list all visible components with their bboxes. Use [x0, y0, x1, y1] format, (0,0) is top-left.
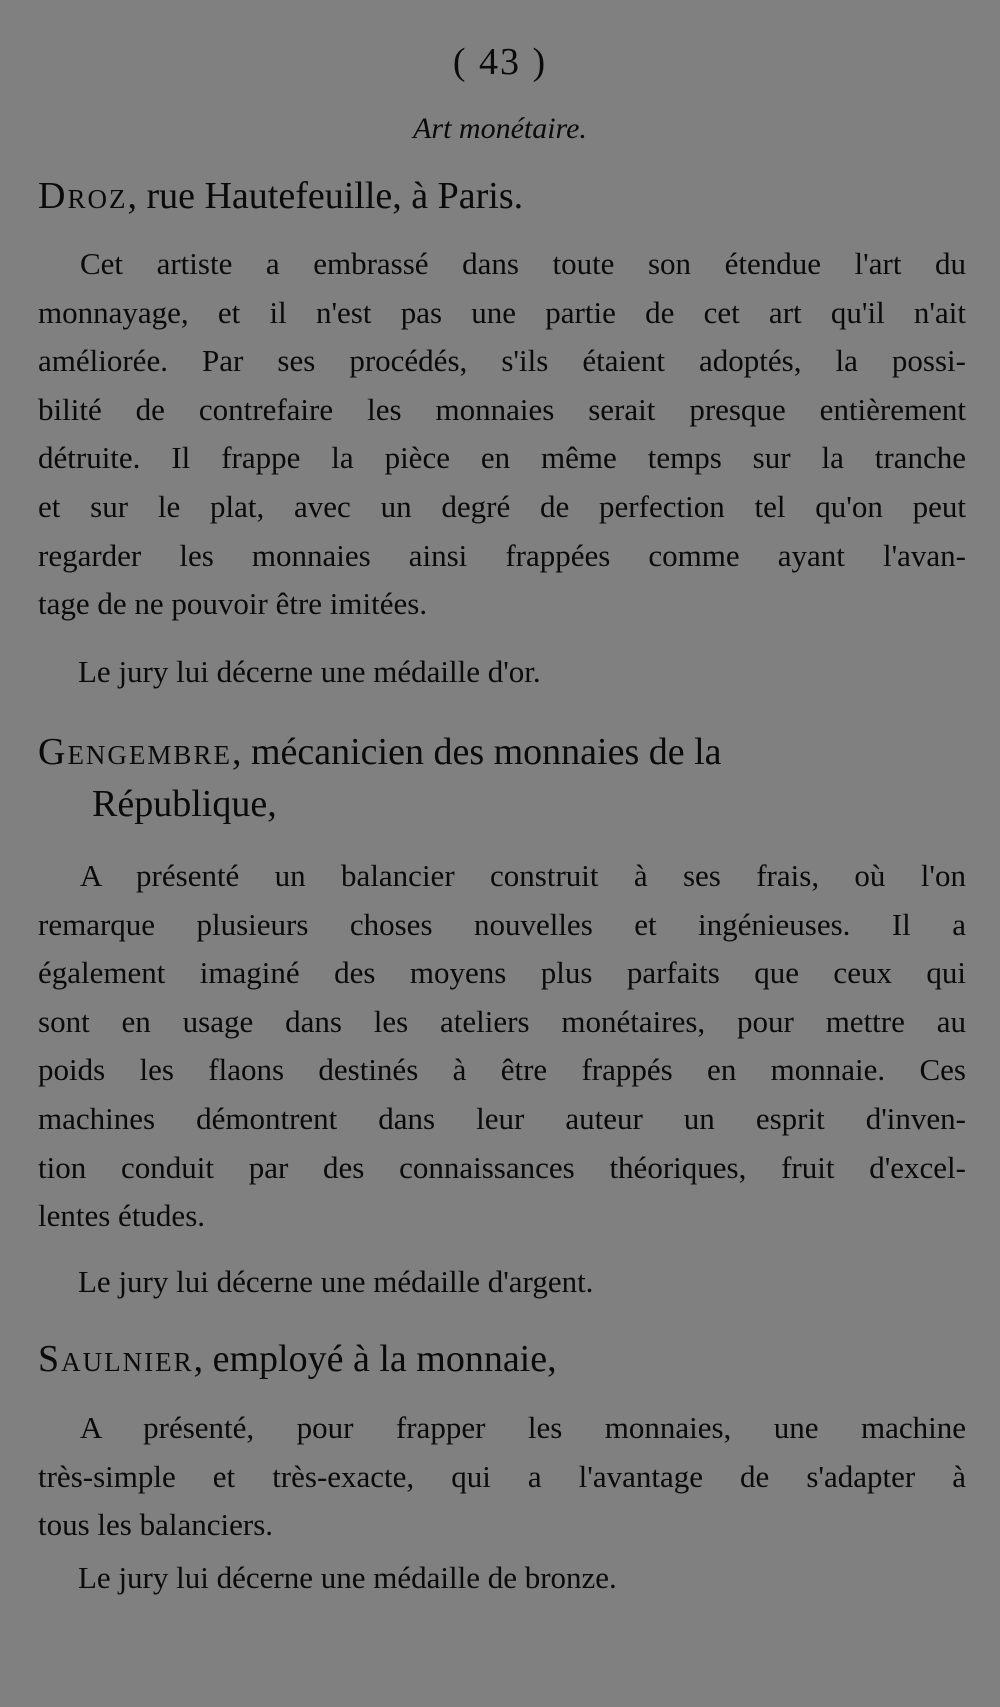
section-heading: Art monétaire. [413, 112, 587, 145]
body-line: poids les flaons destinés à être frappés en monnaie. Ces [38, 1052, 966, 1088]
body-line: lentes études. [38, 1198, 206, 1234]
body-line: regarder les monnaies ainsi frappées comme ayant l'avan- [38, 537, 966, 573]
entry-title-droz [38, 172, 523, 220]
award-line: Le jury lui décerne une médaille d'argent. [78, 1264, 594, 1299]
entry-title-saulnier [38, 1335, 557, 1383]
body-line: machines démontrent dans leur auteur un esprit d'inven- [38, 1100, 966, 1136]
entry-body-droz [38, 240, 966, 629]
body-line: sont en usage dans les ateliers monétaires, pour mettre au [38, 1003, 966, 1039]
entry-title-rest: , rue Hautefeuille, à Paris. [127, 175, 524, 217]
body-line: tous les balanciers. [38, 1507, 274, 1543]
body-line: détruite. Il frappe la pièce en même temps sur la tranche [38, 440, 966, 476]
body-line: améliorée. Par ses procédés, s'ils étaient adoptés, la possi- [38, 343, 966, 379]
body-line: A présenté un balancier construit à ses frais, où l'on [80, 858, 966, 893]
body-line: tion conduit par des connaissances théoriques, fruit d'excel- [38, 1149, 966, 1185]
award-line: Le jury lui décerne une médaille de bronze. [78, 1560, 617, 1595]
entry-name: Droz [38, 175, 128, 217]
award-line: Le jury lui décerne une médaille d'or. [78, 654, 541, 689]
body-line: tage de ne pouvoir être imitées. [38, 586, 428, 622]
entry-name: Saulnier [38, 1338, 194, 1380]
entry-title-rest: , employé à la monnaie, [193, 1338, 557, 1380]
body-line: très-simple et très-exacte, qui a l'avantage de s'adapter à [38, 1458, 966, 1494]
body-line: A présenté, pour frapper les monnaies, une machine [80, 1410, 966, 1445]
entry-title-gengembre [38, 728, 722, 776]
body-line: bilité de contrefaire les monnaies serait presque entièrement [38, 391, 966, 427]
body-line: également imaginé des moyens plus parfaits que ceux qui [38, 955, 966, 991]
entry-body-saulnier [38, 1404, 966, 1550]
entry-name: Gengembre [38, 731, 232, 773]
entry-title-rest: , mécanicien des monnaies de la [231, 731, 722, 773]
body-line: remarque plusieurs choses nouvelles et ingénieuses. Il a [38, 906, 966, 942]
entry-body-gengembre [38, 852, 966, 1241]
entry-title-continuation: République, [92, 783, 277, 825]
body-line: Cet artiste a embrassé dans toute son étendue l'art du [80, 246, 966, 281]
body-line: et sur le plat, avec un degré de perfection tel qu'on peut [38, 488, 966, 524]
page-number: ( 43 ) [452, 41, 548, 83]
body-line: monnayage, et il n'est pas une partie de cet art qu'il n'ait [38, 294, 966, 330]
